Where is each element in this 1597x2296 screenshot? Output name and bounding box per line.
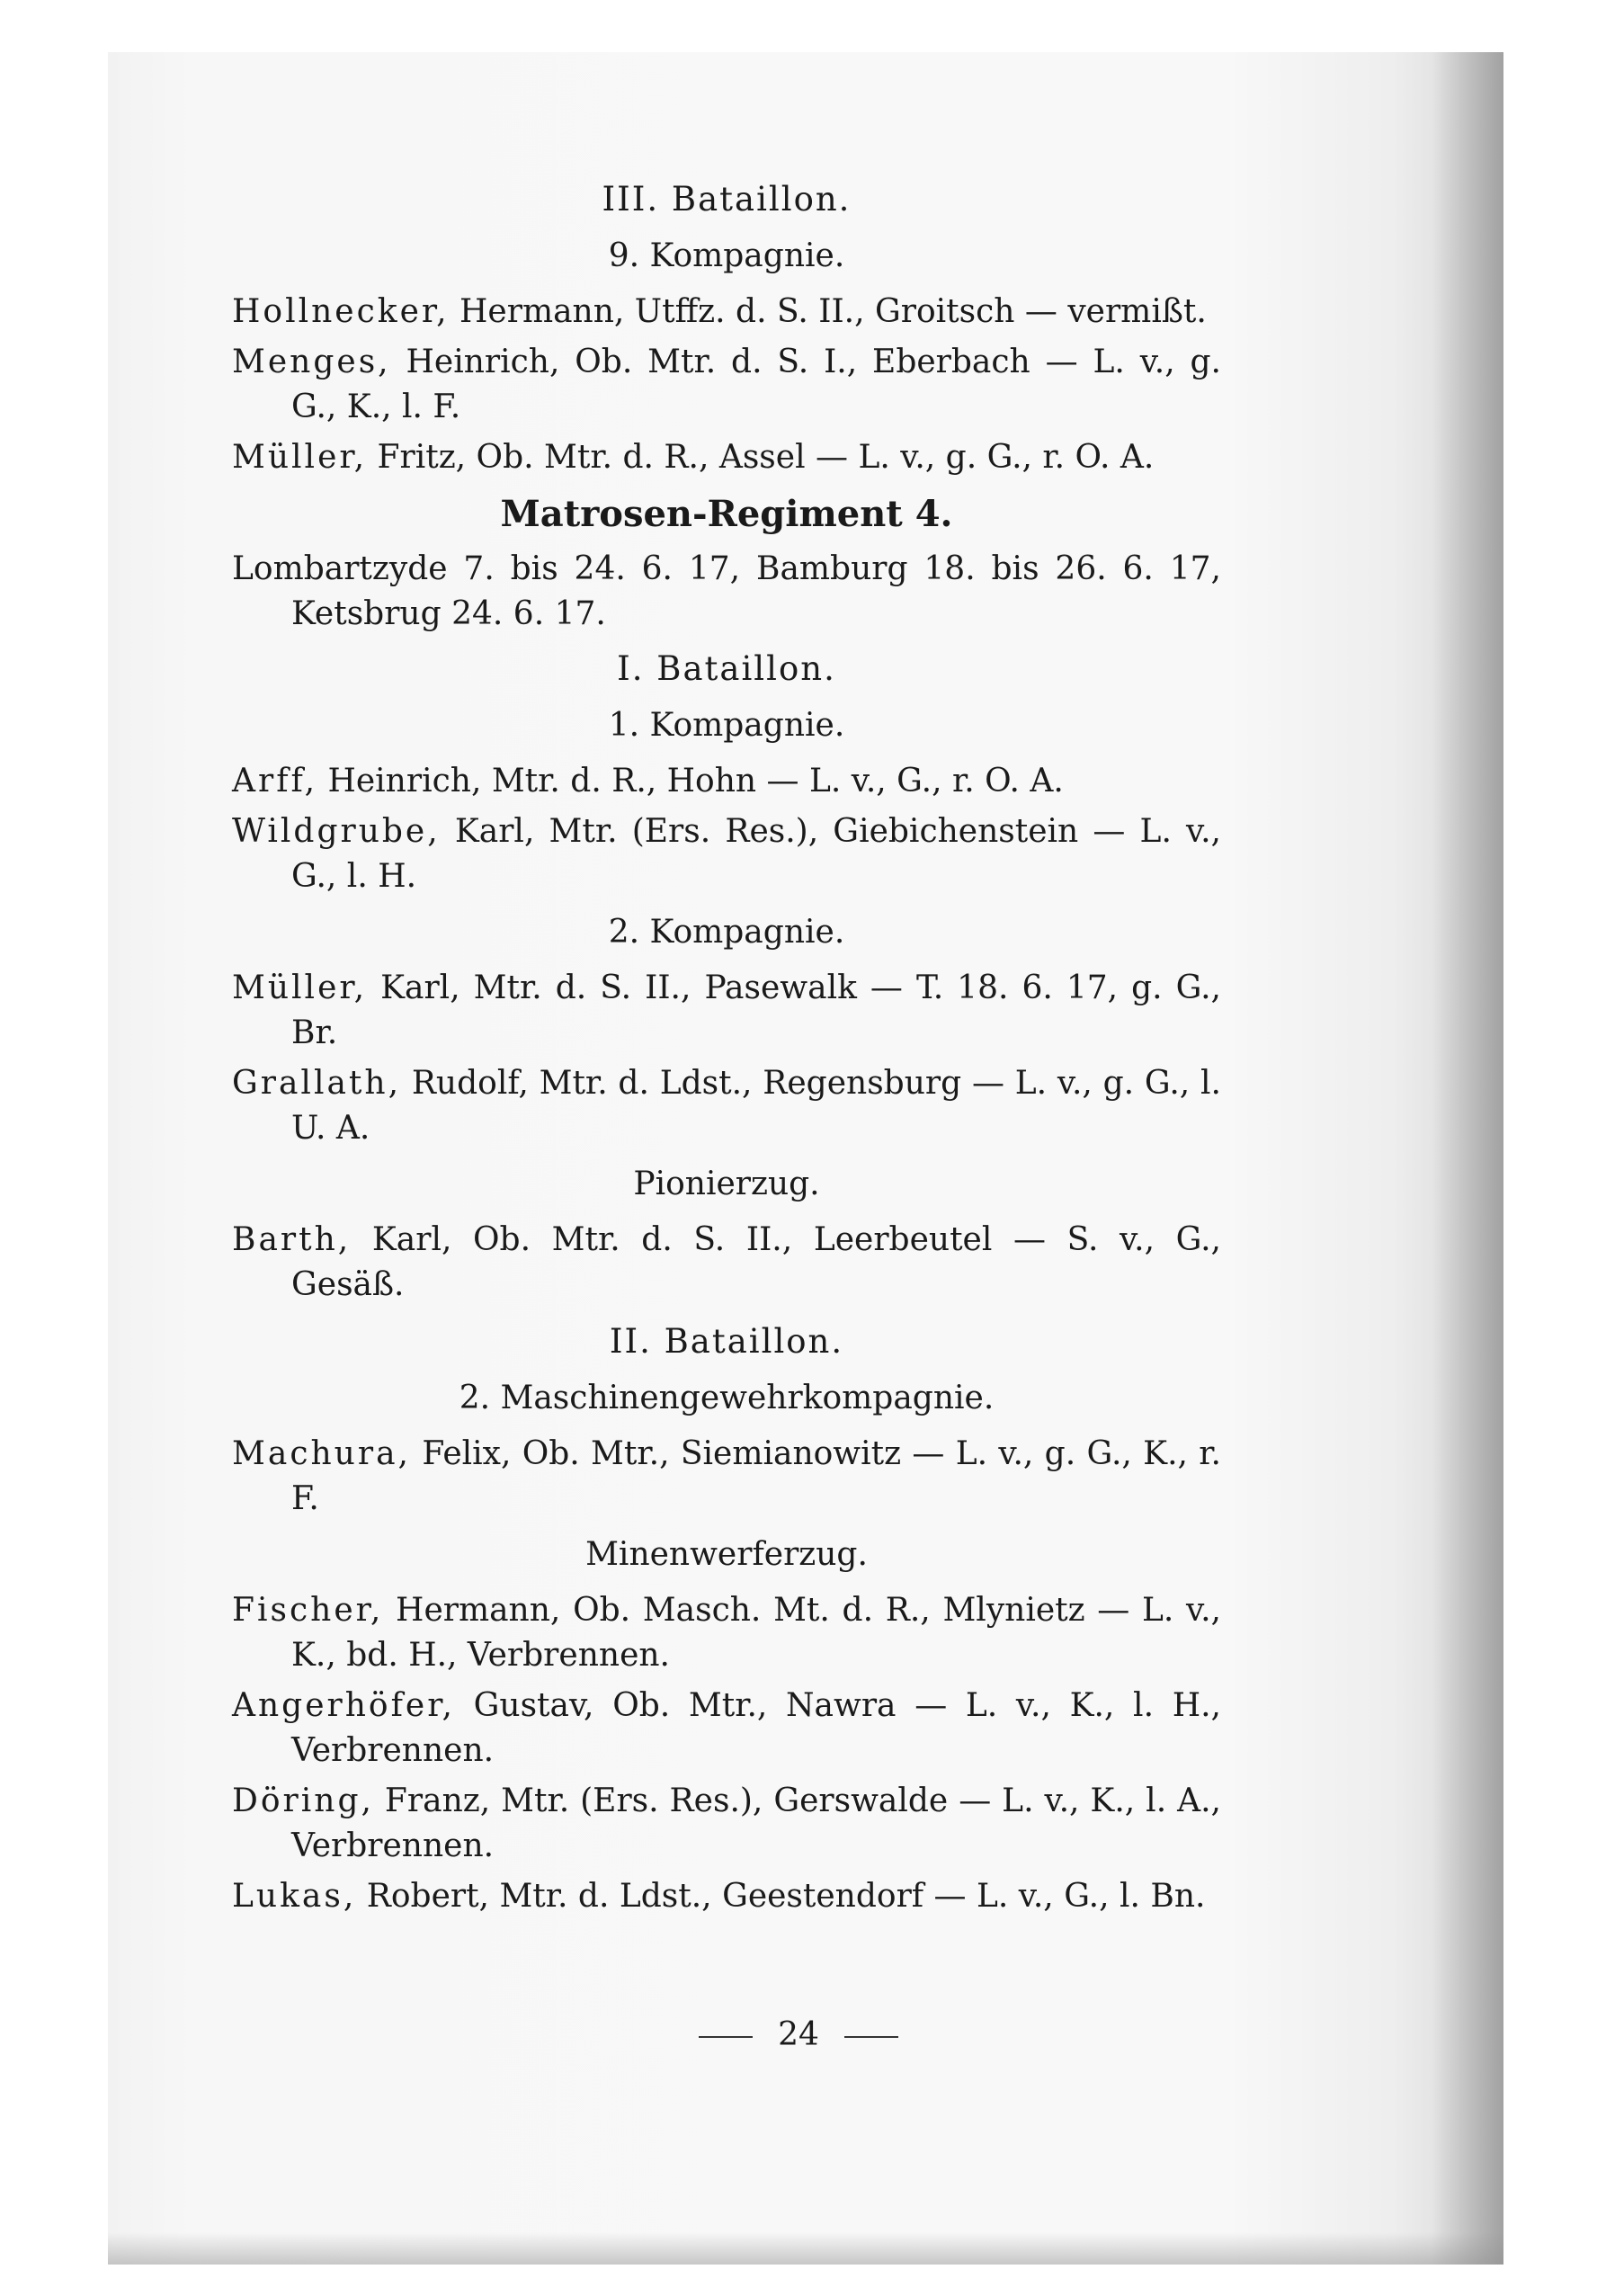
unit-heading: Minenwerferzug. (585, 1536, 868, 1573)
entry-surname: Barth, (232, 1221, 352, 1258)
company-heading: 9. Kompagnie. (608, 237, 845, 274)
entry-details: Heinrich, Mtr. d. R., Hohn — L. v., G., r. O. A. (327, 763, 1064, 800)
unit-heading: Pionierzug. (633, 1166, 820, 1202)
entry-details: Karl, Mtr. d. S. II., Pasewalk — T. 18. 6. 17, g. G., Br. (291, 969, 1221, 1051)
entry-surname: Müller, (232, 969, 368, 1006)
entry-surname: Döring, (232, 1782, 374, 1819)
binding-shadow (1432, 52, 1503, 2265)
casualty-entry (232, 759, 1221, 804)
battalion-heading: I. Bataillon. (617, 649, 836, 688)
entry-surname: Grallath, (232, 1065, 402, 1102)
casualty-entry (232, 340, 1221, 430)
entry-details: Gustav, Ob. Mtr., Nawra — L. v., K., l. H., Verbrennen. (291, 1687, 1221, 1769)
company-heading: 2. Maschinengewehrkompagnie. (459, 1380, 995, 1416)
company-heading: 1. Kompagnie. (608, 707, 845, 744)
casualty-entry (232, 1061, 1221, 1151)
casualty-entry (232, 809, 1221, 899)
entry-details: Karl, Mtr. (Ers. Res.), Giebichenstein — L. v., G., l. H. (291, 813, 1222, 895)
dash-right (844, 2036, 898, 2038)
battalion-heading: III. Bataillon. (602, 180, 852, 219)
casualty-entry (232, 1218, 1221, 1308)
page-content (232, 171, 1221, 1925)
entry-surname: Menges, (232, 344, 391, 380)
casualty-entry (232, 1779, 1221, 1869)
entry-details: Hermann, Ob. Masch. Mt. d. R., Mlynietz — L. v., K., bd. H., Verbrennen. (291, 1592, 1222, 1674)
casualty-entry (232, 1684, 1221, 1773)
entry-details: Robert, Mtr. d. Ldst., Geestendorf — L. v., G., l. Bn. (366, 1878, 1206, 1915)
entry-details: Hermann, Utffz. d. S. II., Groitsch — vermißt. (459, 293, 1207, 330)
company-heading: 2. Kompagnie. (608, 914, 845, 951)
entry-surname: Angerhöfer, (232, 1687, 455, 1724)
casualty-entry (232, 290, 1221, 335)
entry-surname: Hollnecker, (232, 293, 450, 330)
page-number: 24 (778, 2016, 819, 2053)
entry-surname: Müller, (232, 439, 368, 476)
dash-left (699, 2036, 753, 2038)
bottom-edge-shadow (108, 2232, 1503, 2265)
entry-surname: Machura, (232, 1435, 411, 1472)
regiment-heading: Matrosen-Regiment 4. (500, 493, 953, 535)
entry-details: Heinrich, Ob. Mtr. d. S. I., Eberbach — L. v., g. G., K., l. F. (291, 344, 1221, 425)
casualty-entry (232, 1588, 1221, 1678)
entry-details: Rudolf, Mtr. d. Ldst., Regensburg — L. v., g. G., l. U. A. (291, 1065, 1221, 1147)
casualty-entry (232, 435, 1221, 480)
battalion-heading: II. Bataillon. (609, 1322, 844, 1361)
entry-details: Karl, Ob. Mtr. d. S. II., Leerbeutel — S. v., G., Gesäß. (291, 1221, 1221, 1303)
casualty-entry (232, 966, 1221, 1056)
entry-details: Felix, Ob. Mtr., Siemianowitz — L. v., g. G., K., r. F. (291, 1435, 1221, 1517)
casualty-entry (232, 1432, 1221, 1522)
entry-details: Franz, Mtr. (Ers. Res.), Gerswalde — L. v., K., l. A., Verbrennen. (291, 1782, 1221, 1864)
entry-surname: Lukas, (232, 1878, 357, 1915)
page-number-footer (0, 2016, 1597, 2053)
entry-surname: Wildgrube, (232, 813, 441, 850)
casualty-entry (232, 1874, 1221, 1919)
entry-details: Fritz, Ob. Mtr. d. R., Assel — L. v., g. G., r. O. A. (377, 439, 1155, 476)
entry-surname: Arff, (232, 763, 318, 800)
entry-surname: Fischer, (232, 1592, 384, 1629)
battle-locations: Lombartzyde 7. bis 24. 6. 17, Bamburg 18. bis 26. 6. 17, Ketsbrug 24. 6. 17. (232, 550, 1221, 632)
